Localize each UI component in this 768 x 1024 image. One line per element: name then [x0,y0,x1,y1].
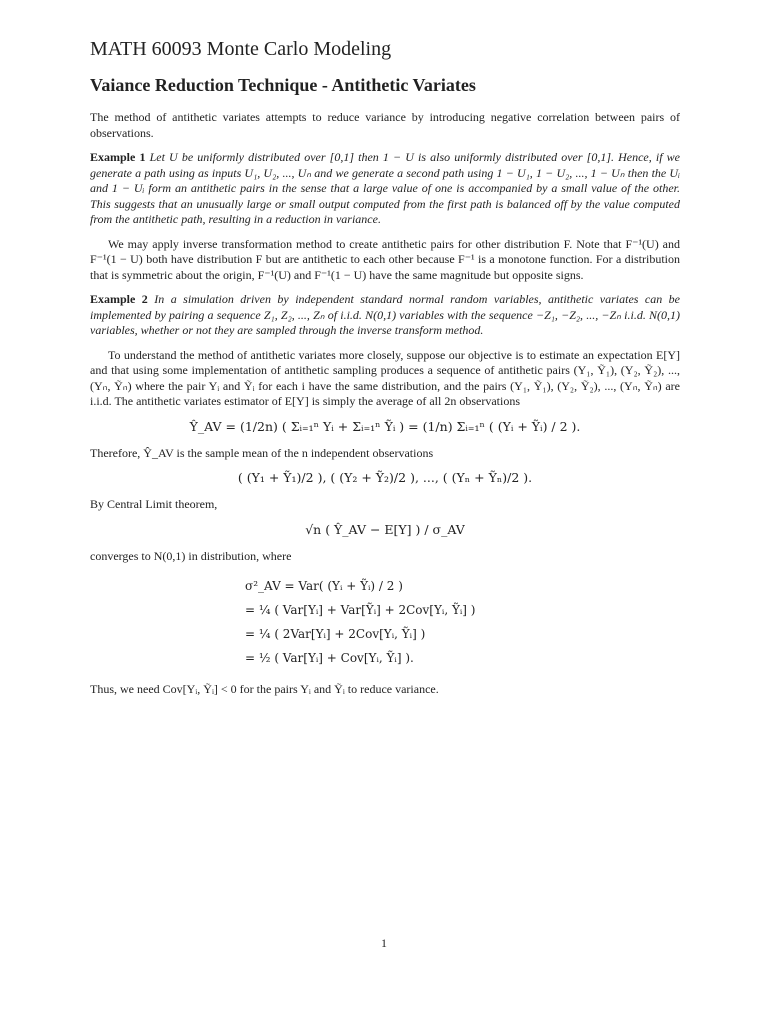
course-title: MATH 60093 Monte Carlo Modeling [90,38,392,60]
clt-equation: √n ( Ŷ_AV − E[Y] ) / σ_AV [305,521,465,537]
example-1-label: Example 1 [90,150,146,164]
variance-line: = ½ ( Var[Yᵢ] + Cov[Yᵢ, Ỹᵢ] ). [245,651,414,665]
variance-derivation [245,574,680,670]
example-1 [90,150,680,228]
observations-equation: ( (Y₁ + Ỹ₁)/2 ), ( (Y₂ + Ỹ₂)/2 ), ..., ( (Yₙ + Ỹₙ)/2 ). [237,470,533,485]
intro-paragraph: The method of antithetic variates attempts to reduce variance by introducing negative correlation between pairs of observations. [90,110,680,140]
estimator-equation: Ŷ_AV = (1/2n) ( Σᵢ₌₁ⁿ Yᵢ + Σᵢ₌₁ⁿ Ỹᵢ ) = (1/n) Σᵢ₌₁ⁿ ( (Yᵢ + Ỹᵢ) / 2 ). [189,418,581,434]
example-2 [90,292,680,339]
clt-paragraph: By Central Limit theorem, [90,497,218,511]
example-2-text: In a simulation driven by independent standard normal random variables, antithetic variates can be implemented by pairing a sequence Z₁, Z₂, ..., Zₙ of i.i.d. N(0,1) variables with the sequence −Z₁, −Z₂, ..., −Zₙ i.i.d. N(0,1) variables, whether or not they are sampled through the inverse transform method. [90,292,681,337]
example-2-label: Example 2 [90,292,148,306]
variance-line: = ¼ ( 2Var[Yᵢ] + 2Cov[Yᵢ, Ỹᵢ] ) [245,627,426,641]
inverse-transform-paragraph: We may apply inverse transformation method to create antithetic pairs for other distribution F. Note that F⁻¹(U) and F⁻¹(1 − U) both have distribution F but are antithetic to each other because F⁻¹ is a monotone function. For a distribution that is symmetric about the origin, F⁻¹(U) and F⁻¹(1 − U) have the same magnitude but opposite signs. [90,236,680,282]
document-page [90,38,680,707]
conclusion-paragraph: Thus, we need Cov[Yᵢ, Ỹᵢ] < 0 for the pairs Yᵢ and Ỹᵢ to reduce variance. [90,682,439,696]
variance-line: = ¼ ( Var[Yᵢ] + Var[Ỹᵢ] + 2Cov[Yᵢ, Ỹᵢ] ) [245,603,476,617]
antithetic-pairs-paragraph: To understand the method of antithetic variates more closely, suppose our objective is to estimate an expectation E[Y] and that using some implementation of antithetic sampling produces a sequence of antithetic pairs (Y₁, Ỹ₁), (Y₂, Ỹ₂), ..., (Yₙ, Ỹₙ) where the pair Yᵢ and Ỹᵢ for each i have the same distribution, and the pairs (Y₁, Ỹ₁), (Y₂, Ỹ₂), ..., (Yₙ, Ỹₙ) are i.i.d. The antithetic variates estimator of E[Y] is simply the average of all 2n observations [90,347,680,408]
therefore-paragraph: Therefore, Ŷ_AV is the sample mean of the n independent observations [90,445,434,460]
converges-paragraph: converges to N(0,1) in distribution, where [90,548,292,563]
page-number: 1 [381,936,387,950]
variance-line: σ²_AV = Var( (Yᵢ + Ỹᵢ) / 2 ) [245,579,403,593]
example-1-text: Let U be uniformly distributed over [0,1] then 1 − U is also uniformly distributed over [0,1]. Hence, if we generate a path using as inputs U₁, U₂, ..., Uₙ and we generate a second path using 1 − U₁, 1 − U₂, ..., 1 − Uₙ then the Uᵢ and 1 − Uᵢ form an antithetic pairs in the sense that a large value of one is accompanied by a small value of the other. This suggests that an unusually large or small output computed from the first path is balanced off by the value computed from the antithetic path, resulting in a reduction in variance. [90,150,680,226]
section-title: Vaiance Reduction Technique - Antithetic Variates [90,75,476,95]
